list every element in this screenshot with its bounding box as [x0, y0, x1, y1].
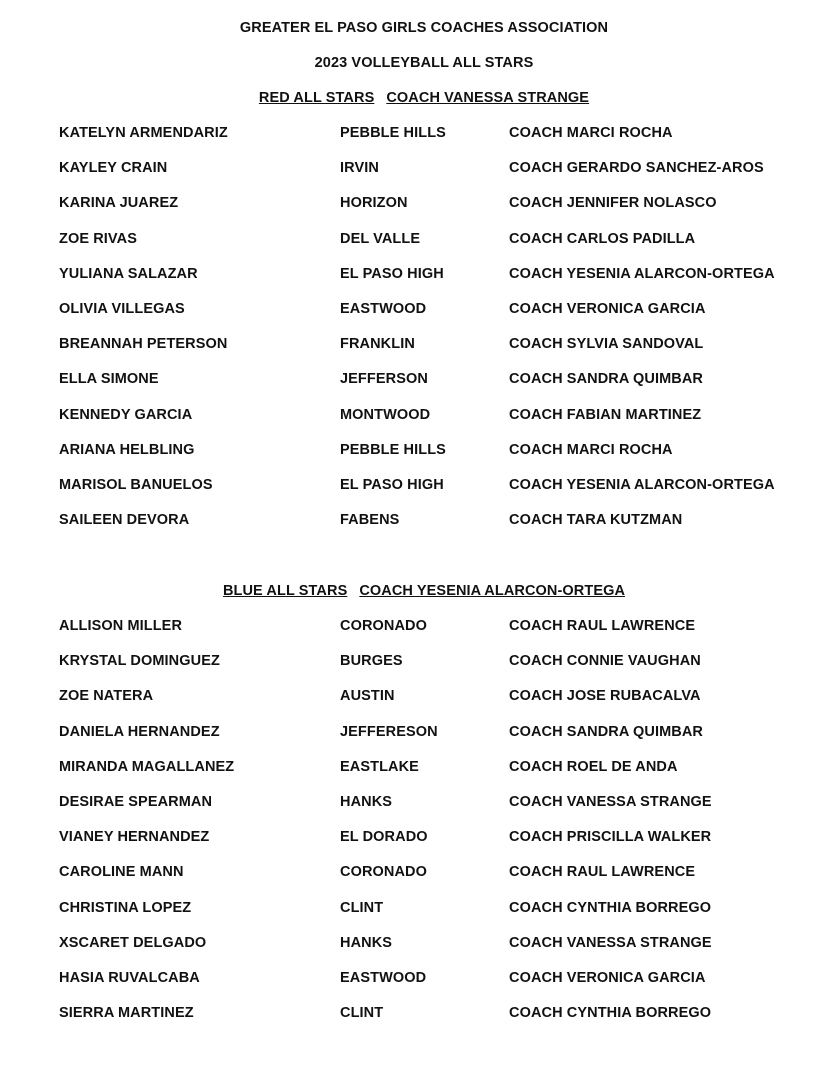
roster-row: [0, 864, 828, 899]
school-name: CLINT: [340, 899, 384, 916]
school-name: CORONADO: [340, 618, 427, 634]
player-name: BREANNAH PETERSON: [59, 336, 228, 353]
school-name: CORONADO: [340, 864, 427, 881]
blue-team-name: BLUE ALL STARS: [222, 583, 348, 599]
coach-name: COACH CYNTHIA BORREGO: [509, 1005, 712, 1022]
roster-row: [0, 1005, 828, 1040]
player-name: DANIELA HERNANDEZ: [59, 723, 220, 740]
association-title: GREATER EL PASO GIRLS COACHES ASSOCIATION: [239, 20, 609, 36]
coach-name: COACH FABIAN MARTINEZ: [509, 406, 702, 423]
roster-row: [0, 442, 828, 477]
player-name: KENNEDY GARCIA: [59, 406, 193, 423]
school-name: PEBBLE HILLS: [340, 441, 446, 458]
coach-name: COACH CONNIE VAUGHAN: [509, 653, 701, 670]
player-name: MIRANDA MAGALLANEZ: [59, 758, 235, 775]
player-name: ZOE RIVAS: [59, 230, 137, 247]
roster-row: [0, 618, 828, 653]
red-team-head-coach: COACH VANESSA STRANGE: [386, 90, 590, 106]
roster-row: [0, 125, 828, 160]
roster-row: [0, 900, 828, 935]
school-name: CLINT: [340, 1005, 384, 1022]
coach-name: COACH VERONICA GARCIA: [509, 300, 706, 317]
roster-row: [0, 371, 828, 406]
event-title: 2023 VOLLEYBALL ALL STARS: [314, 55, 534, 71]
red-team-heading: [0, 90, 828, 106]
coach-name: COACH CARLOS PADILLA: [509, 230, 696, 247]
school-name: EASTWOOD: [340, 300, 427, 317]
player-name: ELLA SIMONE: [59, 371, 159, 388]
roster-row: [0, 759, 828, 794]
school-name: PEBBLE HILLS: [340, 125, 446, 141]
blue-team-head-coach: COACH YESENIA ALARCON-ORTEGA: [359, 583, 626, 599]
player-name: KARINA JUAREZ: [59, 195, 179, 212]
player-name: HASIA RUVALCABA: [59, 969, 200, 986]
school-name: FRANKLIN: [340, 336, 415, 353]
red-team-name: RED ALL STARS: [258, 90, 375, 106]
roster-row: [0, 231, 828, 266]
player-name: ALLISON MILLER: [59, 618, 183, 634]
roster-row: [0, 336, 828, 371]
school-name: EL PASO HIGH: [340, 476, 444, 493]
school-name: EL PASO HIGH: [340, 265, 444, 282]
coach-name: COACH JENNIFER NOLASCO: [509, 195, 717, 212]
roster-row: [0, 970, 828, 1005]
coach-name: COACH SANDRA QUIMBAR: [509, 371, 703, 388]
blue-team-heading: [0, 583, 828, 599]
school-name: HANKS: [340, 934, 393, 951]
coach-name: COACH GERARDO SANCHEZ-AROS: [509, 160, 764, 177]
player-name: XSCARET DELGADO: [59, 934, 207, 951]
roster-row: [0, 653, 828, 688]
coach-name: COACH TARA KUTZMAN: [509, 512, 683, 529]
roster-row: [0, 160, 828, 195]
coach-name: COACH RAUL LAWRENCE: [509, 864, 696, 881]
blue-team-roster: [0, 618, 828, 1040]
school-name: IRVIN: [340, 160, 379, 177]
player-name: SAILEEN DEVORA: [59, 512, 190, 529]
player-name: VIANEY HERNANDEZ: [59, 829, 210, 846]
roster-row: [0, 829, 828, 864]
roster-row: [0, 794, 828, 829]
player-name: YULIANA SALAZAR: [59, 265, 198, 282]
coach-name: COACH MARCI ROCHA: [509, 125, 673, 141]
roster-row: [0, 301, 828, 336]
school-name: HANKS: [340, 793, 393, 810]
school-name: EL DORADO: [340, 829, 428, 846]
school-name: EASTWOOD: [340, 969, 427, 986]
school-name: EASTLAKE: [340, 758, 419, 775]
player-name: CAROLINE MANN: [59, 864, 184, 881]
coach-name: COACH VERONICA GARCIA: [509, 969, 706, 986]
roster-row: [0, 688, 828, 723]
player-name: SIERRA MARTINEZ: [59, 1005, 194, 1022]
coach-name: COACH SANDRA QUIMBAR: [509, 723, 703, 740]
player-name: MARISOL BANUELOS: [59, 476, 213, 493]
roster-row: [0, 477, 828, 512]
red-team-roster: [0, 125, 828, 547]
coach-name: COACH YESENIA ALARCON-ORTEGA: [509, 265, 775, 282]
coach-name: COACH PRISCILLA WALKER: [509, 829, 712, 846]
coach-name: COACH RAUL LAWRENCE: [509, 618, 696, 634]
player-name: ZOE NATERA: [59, 688, 154, 705]
coach-name: COACH CYNTHIA BORREGO: [509, 899, 712, 916]
roster-row: [0, 266, 828, 301]
coach-name: COACH YESENIA ALARCON-ORTEGA: [509, 476, 775, 493]
coach-name: COACH MARCI ROCHA: [509, 441, 673, 458]
player-name: CHRISTINA LOPEZ: [59, 899, 192, 916]
school-name: HORIZON: [340, 195, 408, 212]
school-name: DEL VALLE: [340, 230, 421, 247]
coach-name: COACH ROEL DE ANDA: [509, 758, 678, 775]
player-name: DESIRAE SPEARMAN: [59, 793, 213, 810]
player-name: KAYLEY CRAIN: [59, 160, 168, 177]
player-name: KRYSTAL DOMINGUEZ: [59, 653, 220, 670]
coach-name: COACH JOSE RUBACALVA: [509, 688, 701, 705]
school-name: JEFFERSON: [340, 371, 428, 388]
school-name: JEFFERESON: [340, 723, 438, 740]
coach-name: COACH VANESSA STRANGE: [509, 793, 712, 810]
roster-row: [0, 407, 828, 442]
coach-name: COACH SYLVIA SANDOVAL: [509, 336, 704, 353]
roster-row: [0, 195, 828, 230]
school-name: FABENS: [340, 512, 400, 529]
player-name: OLIVIA VILLEGAS: [59, 300, 185, 317]
player-name: ARIANA HELBLING: [59, 441, 195, 458]
roster-row: [0, 512, 828, 547]
school-name: BURGES: [340, 653, 403, 670]
roster-row: [0, 724, 828, 759]
roster-row: [0, 935, 828, 970]
coach-name: COACH VANESSA STRANGE: [509, 934, 712, 951]
player-name: KATELYN ARMENDARIZ: [59, 125, 228, 141]
school-name: AUSTIN: [340, 688, 395, 705]
school-name: MONTWOOD: [340, 406, 431, 423]
